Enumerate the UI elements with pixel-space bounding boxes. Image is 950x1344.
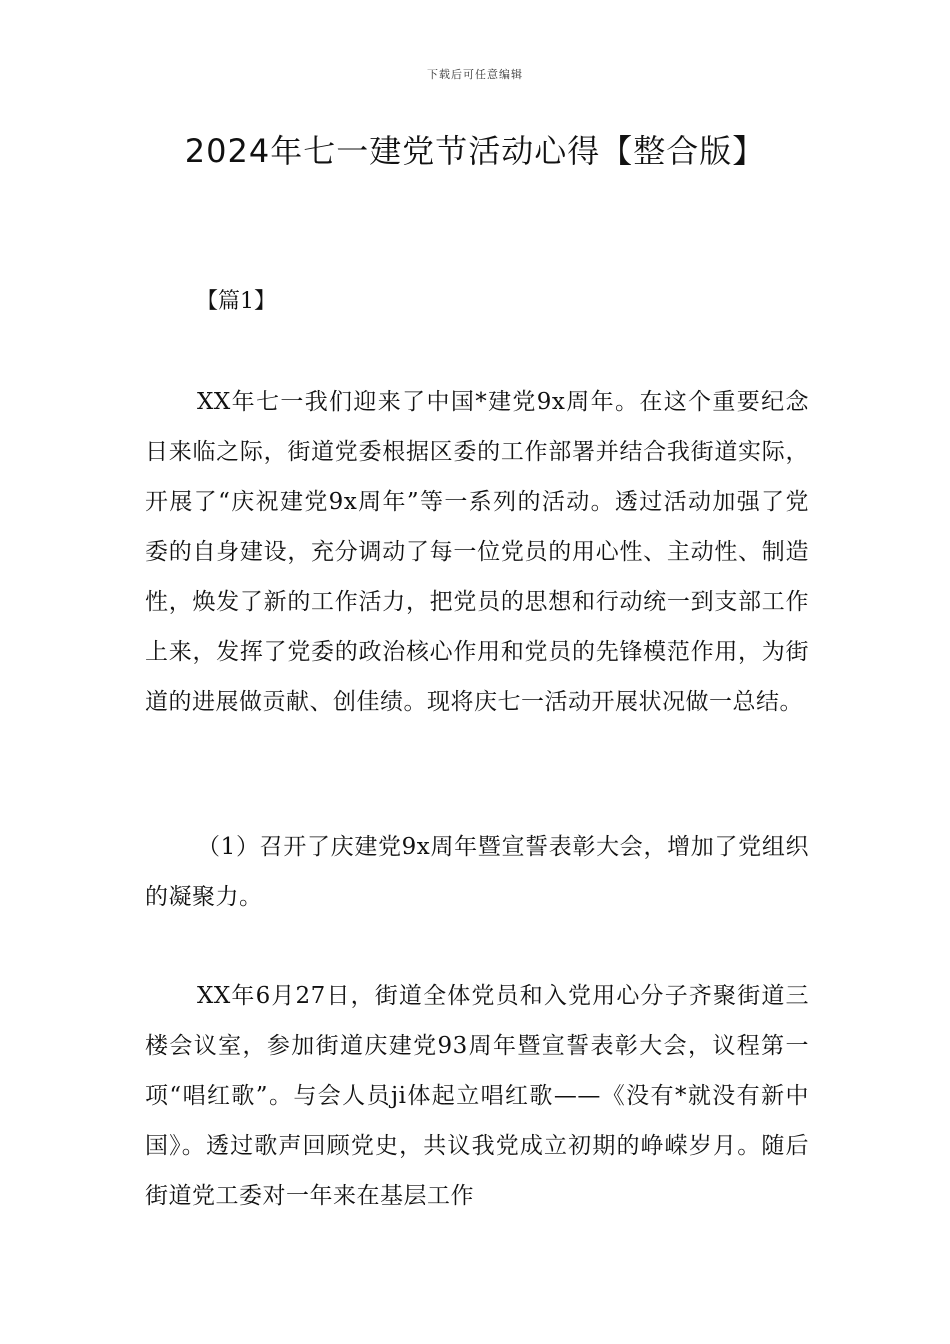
section-label: 【篇1】 (196, 289, 276, 314)
body-paragraph-3: XX年6月27日，街道全体党员和入党用心分子齐聚街道三楼会议室，参加街道庆建党93周年暨宣誓表彰大会，议程第一项“唱红歌”。与会人员ji体起立唱红歌——《没有*就没有新中国》。透过歌声回顾党史，共议我党成立初期的峥嵘岁月。随后街道党工委对一年来在基层工作 (145, 983, 809, 1209)
body-paragraph-2: （1）召开了庆建党9x周年暨宣誓表彰大会，增加了党组织的凝聚力。 (145, 834, 809, 910)
document-title: 2024年七一建党节活动心得【整合版】 (184, 132, 766, 170)
body-paragraph-1: XX年七一我们迎来了中国*建党9x周年。在这个重要纪念日来临之际，街道党委根据区委的工作部署并结合我街道实际，开展了“庆祝建党9x周年”等一系列的活动。透过活动加强了党委的自身建设，充分调动了每一位党员的用心性、主动性、制造性，焕发了新的工作活力，把党员的思想和行动统一到支部工作上来，发挥了党委的政治核心作用和党员的先锋模范作用，为街道的进展做贡献、创佳绩。现将庆七一活动开展状况做一总结。 (145, 389, 809, 715)
header-note: 下载后可任意编辑 (427, 68, 523, 81)
